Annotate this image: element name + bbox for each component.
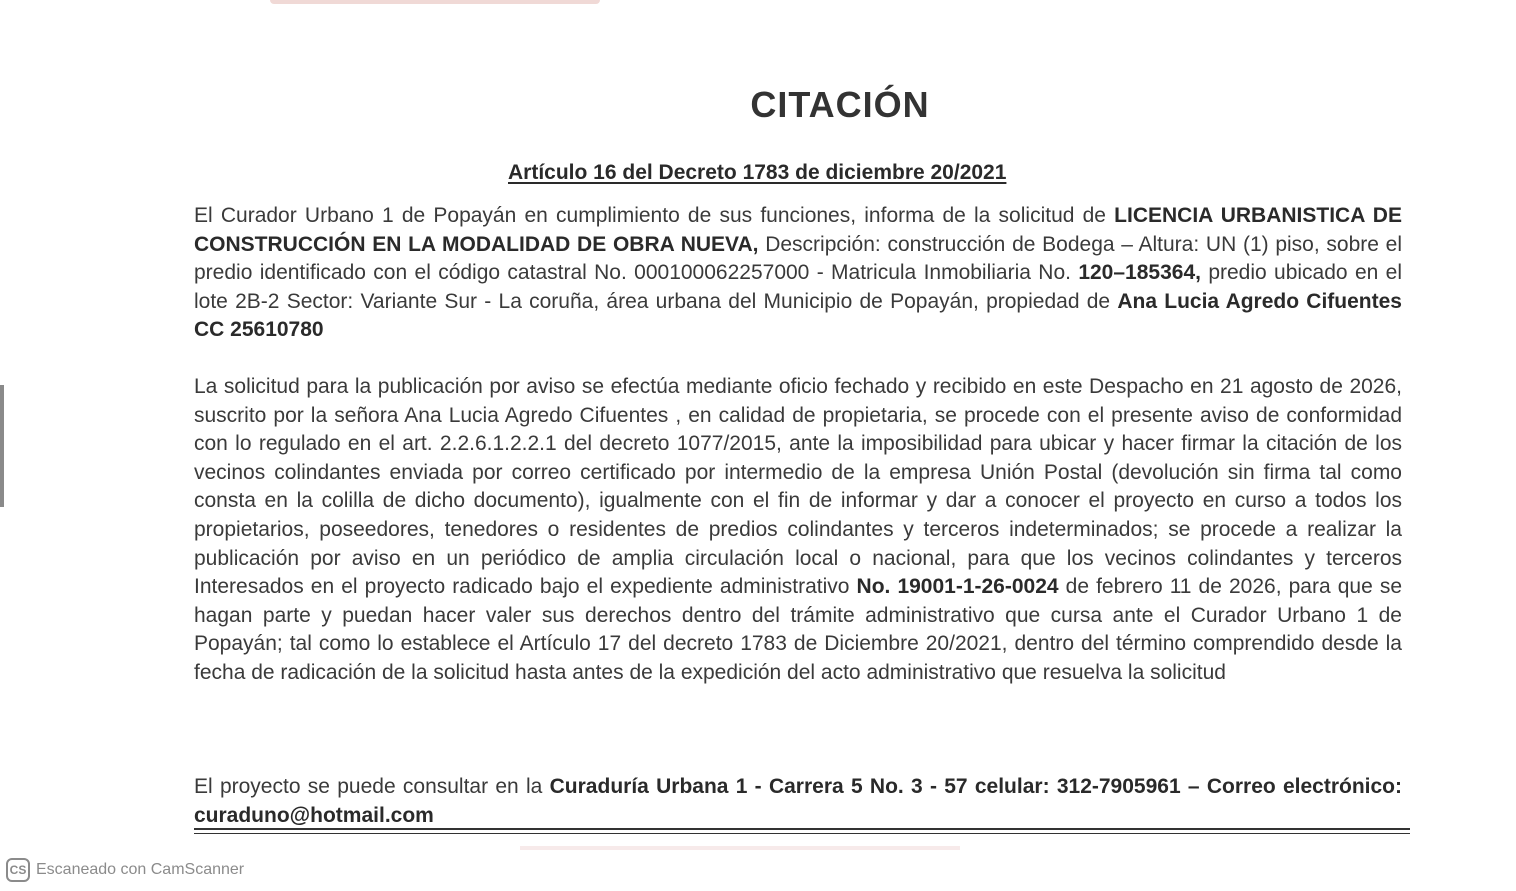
scan-edge-mark (0, 385, 4, 507)
paragraph-publication-notice (194, 373, 1402, 688)
closing-rule (194, 828, 1410, 830)
contact-info: Curaduría Urbana 1 - Carrera 5 No. 3 - 57 celular: 312-7905961 – Correo electrónico: curaduno@hotmail.com (194, 775, 1403, 827)
p3-text-1: El proyecto se puede consultar en la (194, 775, 550, 798)
p1-text-1: El Curador Urbano 1 de Popayán en cumplimiento de sus funciones, informa de la solicitud de (194, 204, 1115, 227)
p1-text-2: Descripción: construcción de Bodega – Altura: UN (1) piso, sobre el predio identificado con el código catastral No. 000100062257000 - Matricula Inmobiliaria No. (194, 232, 1402, 285)
paragraph-license-request (194, 202, 1402, 345)
matricula-number: 120–185364, (1078, 261, 1201, 285)
p1-text-3: predio ubicado en el lote 2B-2 Sector: Variante Sur - La coruña, área urbana del Municipio de Popayán, propiedad de (194, 261, 1402, 313)
p2-text-2: de febrero 11 de 2026, para que se hagan parte y puedan hacer valer sus derechos dentro del trámite administrativo que cursa ante el Curador Urbano 1 de Popayán; tal como lo establece el Artículo 17 del decreto 1783 de Diciembre 20/2021, dentro del término comprendido desde la fecha de radicación de la solicitud hasta antes de la expedición del acto administrativo que resuelva la solicitud (194, 575, 1403, 684)
document-subtitle: Artículo 16 del Decreto 1783 de diciembre 20/2021 (508, 161, 1007, 184)
expediente-number: No. 19001-1-26-0024 (856, 575, 1059, 599)
paragraph-contact (194, 773, 1402, 830)
scan-artifact-top (270, 0, 600, 4)
license-type: LICENCIA URBANISTICA DE CONSTRUCCIÓN EN LA MODALIDAD DE OBRA NUEVA, (194, 204, 1402, 256)
document-title: CITACIÓN (750, 84, 930, 125)
p2-text-1: La solicitud para la publicación por aviso se efectúa mediante oficio fechado y recibido en este Despacho en 21 agosto de 2026, suscrito por la señora Ana Lucia Agredo Cifuentes , en calidad de propietaria, se procede con el presente aviso de conformidad con lo regulado en el art. 2.2.6.1.2.2.1 del decreto 1077/2015, ante la imposibilidad para ubicar y hacer firmar la citación de los vecinos colindantes enviada por correo certificado por intermedio de la empresa Unión Postal (devolución sin firma tal como consta en la colilla de dicho documento), igualmente con el fin de informar y dar a conocer el proyecto en curso a todos los propietarios, poseedores, tenedores o residentes de predios colindantes y terceros indeterminados; se procede a realizar la publicación por aviso en un periódico de amplia circulación local o nacional, para que los vecinos colindantes y terceros Interesados en el proyecto radicado bajo el expediente administrativo (194, 375, 1402, 599)
closing-rule-thin (194, 833, 1410, 834)
camscanner-logo-icon: CS (6, 858, 30, 882)
camscanner-watermark (6, 858, 244, 882)
scan-artifact-bottom (520, 846, 960, 850)
camscanner-text: Escaneado con CamScanner (36, 861, 245, 878)
owner-name: Ana Lucia Agredo Cifuentes CC 25610780 (194, 289, 1402, 342)
